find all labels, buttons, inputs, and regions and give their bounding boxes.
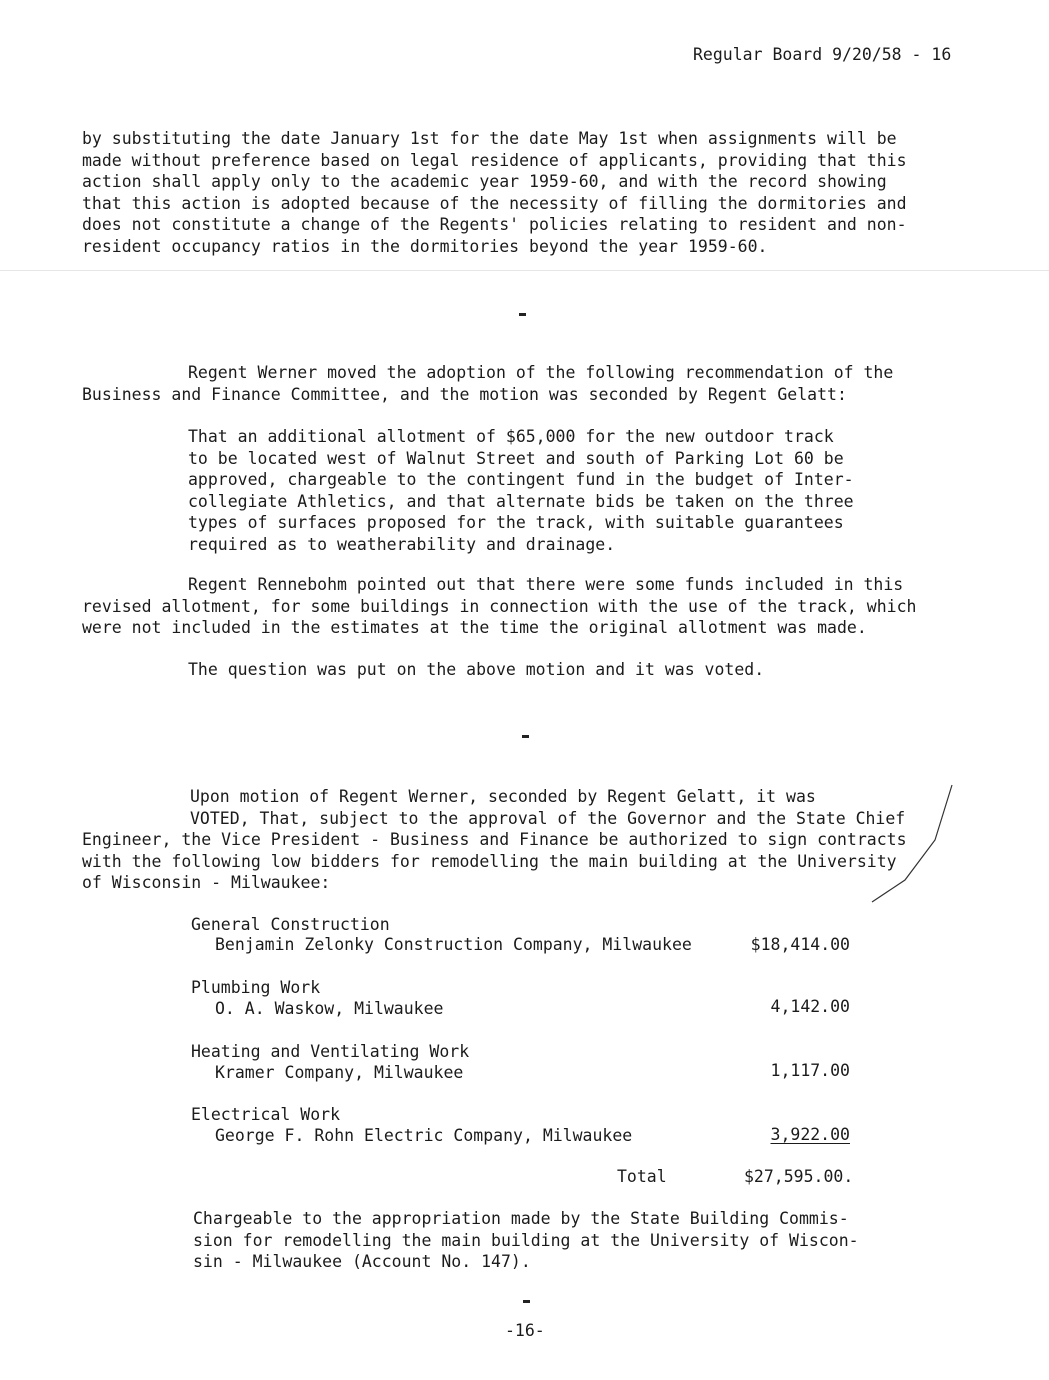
- running-header: Regular Board 9/20/58 - 16: [693, 45, 952, 64]
- text-line: required as to weatherability and drainage.: [188, 534, 616, 554]
- chargeable-note: [193, 1208, 859, 1273]
- contract-category: Electrical Work: [191, 1105, 341, 1124]
- scan-artifact-rule: [0, 270, 1049, 271]
- track-motion-intro: [82, 362, 893, 405]
- page-number: -16-: [505, 1321, 545, 1340]
- track-vote-statement: The question was put on the above motion and it was voted.: [188, 660, 765, 679]
- track-recommendation: [188, 426, 854, 555]
- text-line: sion for remodelling the main building at the University of Wiscon-: [193, 1230, 859, 1250]
- section-separator-dash: [519, 313, 526, 316]
- text-line: were not included in the estimates at the time the original allotment was made.: [82, 618, 867, 637]
- text-line: Upon motion of Regent Werner, seconded by Regent Gelatt, it was: [190, 787, 816, 806]
- text-line: Regent Werner moved the adoption of the following recommendation of the: [188, 363, 894, 382]
- text-line: of Wisconsin - Milwaukee:: [82, 873, 331, 892]
- text-line: VOTED, That, subject to the approval of the Governor and the State Chief: [190, 808, 906, 828]
- text-line: that this action is adopted because of the necessity of filling the dormitories and: [82, 193, 907, 213]
- total-amount: $27,595.00.: [744, 1167, 854, 1186]
- contract-bidder: Benjamin Zelonky Construction Company, Milwaukee: [215, 935, 692, 954]
- text-line: action shall apply only to the academic year 1959-60, and with the record showing: [82, 172, 887, 191]
- text-line: to be located west of Walnut Street and south of Parking Lot 60 be: [188, 448, 844, 468]
- contract-category: Heating and Ventilating Work: [191, 1042, 470, 1061]
- text-line: Business and Finance Committee, and the motion was seconded by Regent Gelatt:: [82, 384, 847, 404]
- text-line: Chargeable to the appropriation made by the State Building Commis-: [193, 1209, 849, 1228]
- text-line: Engineer, the Vice President - Business and Finance be authorized to sign contracts: [82, 830, 907, 849]
- contract-category: Plumbing Work: [191, 978, 321, 997]
- contract-amount: $18,414.00: [750, 935, 850, 954]
- handwritten-pen-mark: [860, 780, 960, 910]
- text-line: approved, chargeable to the contingent fund in the budget of Inter-: [188, 470, 854, 489]
- text-line: by substituting the date January 1st for the date May 1st when assignments will be: [82, 129, 897, 148]
- text-line: made without preference based on legal residence of applicants, providing that this: [82, 150, 907, 170]
- rennebohm-comment: [82, 574, 916, 639]
- text-line: sin - Milwaukee (Account No. 147).: [193, 1252, 531, 1271]
- contract-bidder: Kramer Company, Milwaukee: [215, 1063, 464, 1082]
- text-line: collegiate Athletics, and that alternate bids be taken on the three: [188, 491, 854, 511]
- contract-bidder: George F. Rohn Electric Company, Milwaukee: [215, 1126, 633, 1145]
- contract-amount: 3,922.00: [770, 1125, 850, 1144]
- text-line: with the following low bidders for remodelling the main building at the University: [82, 851, 897, 871]
- section-separator-dash: [523, 1300, 530, 1303]
- contract-category: General Construction: [191, 915, 390, 934]
- total-label: Total: [617, 1167, 667, 1186]
- section-separator-dash: [522, 735, 529, 738]
- text-line: types of surfaces proposed for the track, with suitable guarantees: [188, 513, 844, 532]
- contract-amount: 1,117.00: [770, 1061, 850, 1080]
- text-line: That an additional allotment of $65,000 for the new outdoor track: [188, 427, 834, 446]
- text-line: Regent Rennebohm pointed out that there were some funds included in this: [188, 575, 904, 594]
- carryover-paragraph: [82, 128, 907, 257]
- text-line: resident occupancy ratios in the dormitories beyond the year 1959-60.: [82, 236, 768, 256]
- contract-amount: 4,142.00: [770, 997, 850, 1016]
- text-line: revised allotment, for some buildings in connection with the use of the track, which: [82, 596, 917, 616]
- contract-bidder: O. A. Waskow, Milwaukee: [215, 999, 444, 1018]
- milwaukee-motion-intro: [82, 786, 907, 894]
- text-line: does not constitute a change of the Regents' policies relating to resident and non-: [82, 215, 907, 234]
